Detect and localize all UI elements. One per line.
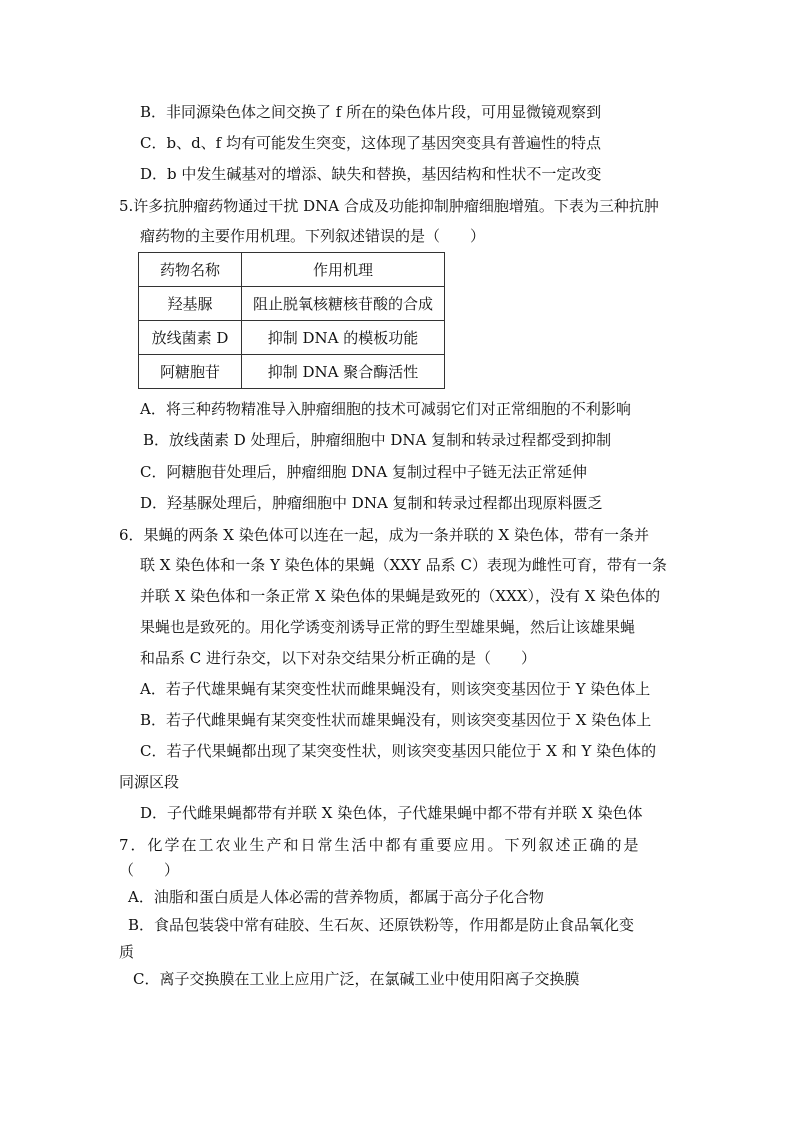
table-row	[139, 355, 445, 389]
q7-stem-line1: 7．化学在工农业生产和日常生活中都有重要应用。下列叙述正确的是	[119, 836, 641, 854]
q5-stem-line1: 5.许多抗肿瘤药物通过干扰 DNA 合成及功能抑制肿瘤细胞增殖。下表为三种抗肿	[119, 197, 659, 215]
q5-option-d: D．羟基脲处理后，肿瘤细胞中 DNA 复制和转录过程都出现原料匮乏	[140, 494, 603, 512]
q6-stem-line4: 果蝇也是致死的。用化学诱变剂诱导正常的野生型雄果蝇，然后让该雄果蝇	[140, 618, 636, 636]
table-cell-mechanism: 抑制 DNA 的模板功能	[242, 321, 445, 355]
q7-option-c: C．离子交换膜在工业上应用广泛，在氯碱工业中使用阳离子交换膜	[133, 970, 580, 988]
q7-stem-line2: （ ）	[119, 861, 180, 879]
table-header-mechanism: 作用机理	[242, 253, 445, 287]
q7-option-b-line2: 质	[119, 943, 135, 961]
q6-option-b: B．若子代雌果蝇有某突变性状而雄果蝇没有，则该突变基因位于 X 染色体上	[140, 711, 652, 729]
q4-option-b: B．非同源染色体之间交换了 f 所在的染色体片段，可用显微镜观察到	[140, 103, 602, 121]
q7-option-b-line1: B．食品包装袋中常有硅胶、生石灰、还原铁粉等，作用都是防止食品氧化变	[128, 916, 635, 934]
table-row	[139, 321, 445, 355]
q4-option-d: D．b 中发生碱基对的增添、缺失和替换，基因结构和性状不一定改变	[140, 165, 602, 183]
table-cell-drug: 放线菌素 D	[139, 321, 242, 355]
q6-option-c-line1: C．若子代果蝇都出现了某突变性状，则该突变基因只能位于 X 和 Y 染色体的	[140, 742, 657, 760]
q6-stem-line3: 并联 X 染色体和一条正常 X 染色体的果蝇是致死的（XXX），没有 X 染色体的	[140, 587, 661, 605]
table-row	[139, 287, 445, 321]
table-header-row	[139, 253, 445, 287]
q5-option-a: A．将三种药物精准导入肿瘤细胞的技术可减弱它们对正常细胞的不利影响	[140, 400, 631, 418]
table-header-drug-name: 药物名称	[139, 253, 242, 287]
q6-option-d: D．子代雌果蝇都带有并联 X 染色体，子代雄果蝇中都不带有并联 X 染色体	[140, 804, 643, 822]
q6-option-a: A．若子代雄果蝇有某突变性状而雌果蝇没有，则该突变基因位于 Y 染色体上	[140, 680, 651, 698]
q5-option-b: B．放线菌素 D 处理后，肿瘤细胞中 DNA 复制和转录过程都受到抑制	[143, 431, 612, 449]
table-cell-drug: 羟基脲	[139, 287, 242, 321]
table-cell-mechanism: 抑制 DNA 聚合酶活性	[242, 355, 445, 389]
q6-stem-line1: 6．果蝇的两条 X 染色体可以连在一起，成为一条并联的 X 染色体，带有一条并	[119, 526, 649, 544]
table-cell-mechanism: 阻止脱氧核糖核苷酸的合成	[242, 287, 445, 321]
drug-mechanism-table	[138, 252, 445, 389]
q5-stem-line2: 瘤药物的主要作用机理。下列叙述错误的是（ ）	[140, 227, 486, 245]
q6-option-c-line2: 同源区段	[119, 773, 180, 791]
q4-option-c: C．b、d、f 均有可能发生突变，这体现了基因突变具有普遍性的特点	[140, 134, 602, 152]
q6-stem-line2: 联 X 染色体和一条 Y 染色体的果蝇（XXY 品系 C）表现为雌性可育，带有一条	[140, 556, 667, 574]
q7-option-a: A．油脂和蛋白质是人体必需的营养物质，都属于高分子化合物	[128, 888, 544, 906]
table-cell-drug: 阿糖胞苷	[139, 355, 242, 389]
q6-stem-line5: 和品系 C 进行杂交，以下对杂交结果分析正确的是（ ）	[140, 649, 537, 667]
q5-option-c: C．阿糖胞苷处理后，肿瘤细胞 DNA 复制过程中子链无法正常延伸	[140, 463, 587, 481]
